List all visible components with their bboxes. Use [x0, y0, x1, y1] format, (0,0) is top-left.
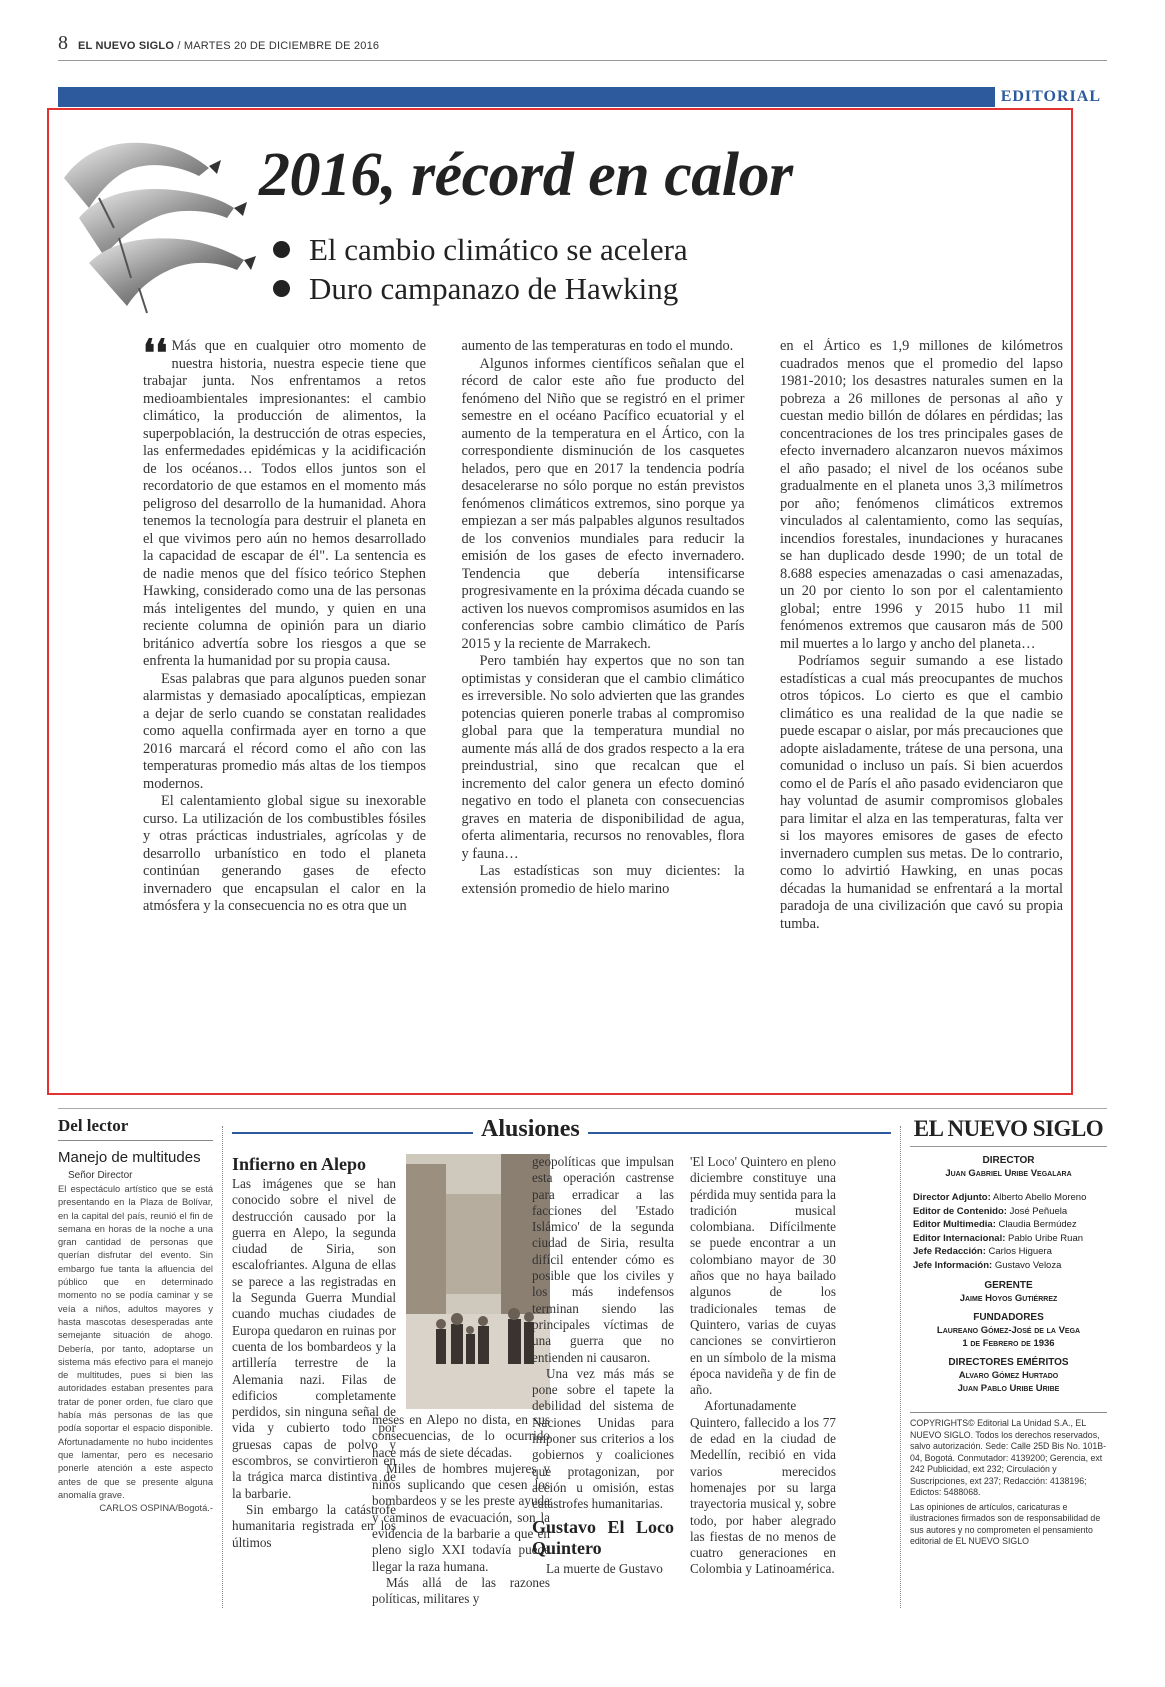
- paragraph: El calentamiento global sigue su inexorable curso. La utilización de los combustibles fósiles y otras prácticas industriales, agrícolas y de desarrollo urbanístico en todo el planeta continúan generando gases de efecto invernadero que encapsulan el calor en la atmósfera y la consecuencia no es otra que un: [143, 793, 426, 914]
- letter-salutation: Señor Director: [68, 1170, 133, 1181]
- emeritus-name: Alvaro Gómez Hurtado: [958, 1370, 1059, 1381]
- newspaper-logo: EL NUEVO SIGLO: [910, 1116, 1107, 1147]
- paragraph: Sin embargo la catástrofe humanitaria registrada en los últimos: [232, 1501, 396, 1550]
- founded-date: 1 de Febrero de 1936: [962, 1338, 1055, 1349]
- masthead: [910, 1116, 1107, 1548]
- alusiones-column-3: [532, 1154, 674, 1577]
- paper-name: EL NUEVO SIGLO: [78, 40, 175, 52]
- deck-item: [273, 269, 688, 308]
- deck-text: Duro campanazo de Hawking: [309, 271, 679, 306]
- horse-sculpture-illustration: [59, 138, 259, 328]
- running-head: [58, 32, 379, 58]
- staff-row: Editor Multimedia: Claudia Bermúdez: [913, 1219, 1077, 1230]
- letters-section: [58, 1116, 213, 1513]
- deck-text: El cambio climático se acelera: [309, 232, 688, 267]
- date-line: / MARTES 20 DE DICIEMBRE DE 2016: [177, 40, 380, 52]
- paragraph: Las estadísticas son muy dicientes: la extensión promedio de hielo marino: [461, 863, 745, 897]
- manager-label: GERENTE: [984, 1280, 1033, 1291]
- manager-name: Jaime Hoyos Gutiérrez: [959, 1293, 1058, 1304]
- letter-body: El espectáculo artístico que se está presentando en la Plaza de Bolívar, en la capital del país, reunió el fin de semana en horas de la noche a una gran cantidad de personas que querían disfrutar del evento. Sin embargo fue tanta la afluencia del público que en determinado momento no se podía caminar y se veía a niños, adultos mayores y hasta mascotas desesperadas ante semejante situación de ahogo. Debería, por tanto, adoptarse un sistema más efectivo para el manejo de multitudes, pues si bien las autoridades estaban presentes para tratar de poner orden, fue claro que había más personas de las que podía soportar el espacio disponible. Afortunadamente no hubo incidentes que lamentar, pero es necesario ponerle atención a este aspecto antes de que se presente alguna anomalía grave.: [58, 1184, 213, 1500]
- paragraph: Las imágenes que se han conocido sobre el nivel de destrucción causado por la guerra en Alepo, la segunda ciudad de Siria, son escalofriantes. Alguna de ellas se parece a las registradas en la Segunda Guerra Mundial cuando muchas ciudades de Europa quedaron en ruinas por cuenta de los bombardeos y la artillería terrestre de la Alemania nazi. Filas de edificios completamente perdidos, sin ninguna señal de vida y cubierto todo por gruesas capas de polvo y escombros, se convirtieron en la trágica marca distintiva de la barbarie.: [232, 1176, 396, 1501]
- paragraph: Podríamos seguir sumando a ese listado estadísticas a cual más preocupantes de muchos otros tópicos. Lo cierto es que el cambio climático es una realidad de la que nadie se puede escapar o aislar, por más precauciones que adopte aisladamente, trátese de una persona, una comunidad o incluso un país. Si bien acuerdos como el de París el año pasado evidenciaron que hay voluntad de asumir compromisos globales para limitar el alza en las temperaturas, falta ver si los mayores emisores de gases de efecto invernadero cumplen sus metas. De lo contrario, como lo advirtió Hawking, en unas pocas décadas la humanidad se enfrentará a la mortal paradoja de una civilización que cavó su propia tumba.: [780, 653, 1063, 932]
- disclaimer-text: Las opiniones de artículos, caricaturas e ilustraciones firmados son de responsabilidad de sus autores y no comprometen el pensamiento editorial de EL NUEVO SIGLO: [910, 1501, 1101, 1546]
- paragraph: 'El Loco' Quintero en pleno diciembre constituye una pérdida muy sentida para la tradición musical colombiana. Difícilmente se puede encontrar a un colombiano mayor de 30 años que no haya bailado algunos de los tradicionales temas de Quintero, varias de cuyas canciones se convirtieron en un símbolo de la misma época navideña y de fin de año.: [690, 1154, 836, 1398]
- aleppo-photo: [406, 1154, 550, 1409]
- column-divider: [900, 1126, 901, 1608]
- page-number: 8: [58, 32, 68, 54]
- paper-date-line: [78, 40, 379, 52]
- editorial-article: [47, 108, 1073, 1095]
- section-label: EDITORIAL: [995, 87, 1107, 107]
- bottom-rule: [58, 1108, 1107, 1109]
- editorial-column-2: [462, 338, 745, 1086]
- top-rule: [58, 60, 1107, 61]
- staff-row: Jefe Información: Gustavo Veloza: [913, 1259, 1062, 1271]
- deck-item: [273, 230, 688, 269]
- paragraph: Afortunadamente Quintero, fallecido a los 77 de edad en la ciudad de Medellín, recibió en vida varios merecidos homenajes por su larga trayectoria musical y, sobre todo, por haber alegrado las fiestas de no menos de cuatro generaciones en Colombia y Latinoamérica.: [690, 1398, 836, 1577]
- quote-mark-icon: ❛❛: [143, 338, 168, 375]
- editorial-column-1: [143, 338, 426, 1086]
- emeritus-label: DIRECTORES EMÉRITOS: [948, 1357, 1069, 1368]
- editorial-headline: 2016, récord en calor: [259, 141, 793, 209]
- paragraph: La muerte de Gustavo: [546, 1560, 663, 1576]
- emeritus-name: Juan Pablo Uribe Uribe: [957, 1383, 1060, 1394]
- staff-row: Jefe Redacción: Carlos Higuera: [913, 1246, 1052, 1257]
- letter-signature: CARLOS OSPINA/Bogotá.-: [99, 1503, 213, 1514]
- editorial-column-3: [780, 338, 1063, 1086]
- founders-label: FUNDADORES: [973, 1312, 1044, 1323]
- copyright-box: [910, 1412, 1107, 1548]
- paragraph: Miles de hombres mujeres y niños suplicando que cesen los bombardeos y se les preste ayuda y caminos de evacuación, son la evidencia de la barbarie a que en pleno siglo XXI todavía puede llegar la raza humana.: [372, 1460, 550, 1574]
- staff-row: Editor de Contenido: José Peñuela: [913, 1205, 1068, 1217]
- alusiones-heading: Alusiones: [473, 1116, 588, 1143]
- letter-title: Manejo de multitudes: [58, 1149, 201, 1166]
- alusiones-column-2: [372, 1412, 550, 1608]
- letters-heading: Del lector: [58, 1116, 213, 1141]
- founders-names: Laureano Gómez-José de la Vega: [936, 1325, 1081, 1336]
- bullet-icon: [273, 280, 290, 297]
- paragraph: meses en Alepo no dista, en sus consecuencias, de lo ocurrido hace más de siete décadas.: [372, 1412, 550, 1460]
- paragraph: Pero también hay expertos que no son tan optimistas y consideran que el cambio climático es irreversible. No solo advierten que las grandes potencias quieren ponerle trabas al compromiso global para que la temperatura mundial no aumente más allá de dos grados respecto a la era preindustrial, sino que recalcan que el incremento del calor genera un efecto dominó negativo en todo el planeta con consecuencias graves en materia de disponibilidad de agua, oferta alimentaria, recursos no renovables, flora y fauna…: [461, 653, 745, 862]
- alusiones-column-4: [690, 1154, 836, 1578]
- item-title: Gustavo El Loco Quintero: [532, 1516, 674, 1558]
- copyright-text: COPYRIGHTS© Editorial La Unidad S.A., EL NUEVO SIGLO. Todos los derechos reservados, salvo autorización. Sede: Calle 25D Bis No. 101B-04, Bogotá. Conmutador: 4139200; Gerencia, ext 242 Publicidad, ext 232; Circulación y Suscripciones, ext 237; Redacción: 4138196; Edictos: 5488068.: [910, 1418, 1107, 1497]
- editorial-body: [143, 338, 1063, 1086]
- paragraph: Algunos informes científicos señalan que el récord de calor este año fue producto del fenómeno del Niño que se registró en el primer semestre en el océano Pacífico ecuatorial y el aumento de la temperatura en el Ártico, con la correspondiente disminución de los casquetes helados, pero que en 2017 la tendencia podría desacelerarse no sólo porque no están previstos fenómenos climáticos extremos, sino porque ya empiezan a ser más palpables algunos resultados de los convenios mundiales para reducir la emisión de los gases de efecto invernadero. Tendencia que debería intensificarse progresivamente en la próxima década cuando se activen los nuevos compromisos asumidos en las conferencias sobre cambio climático de París 2015 y la reciente de Marrakech.: [461, 355, 745, 652]
- staff-row: Director Adjunto: Alberto Abello Moreno: [913, 1192, 1087, 1203]
- editorial-deck: [273, 230, 688, 308]
- staff-row: Editor Internacional: Pablo Uribe Ruan: [913, 1232, 1084, 1244]
- paragraph: Esas palabras que para algunos pueden sonar alarmistas y demasiado apocalípticas, empiezan a dejar de serlo cuando se constatan realidades como aquella confirmada ayer en torno a que 2016 marcará el récord como el año con las temperaturas promedio más altas de los tiempos modernos.: [143, 670, 426, 792]
- paragraph: geopolíticas que impulsan esta operación castrense para erradicar a las facciones del 'Estado Islámico' de la segunda ciudad de Siria, resulta difícil entender cómo es posible que los civiles y los más indefensos terminan siendo las principales víctimas de una guerra que no entienden ni causaron.: [532, 1154, 674, 1365]
- alusiones-section: [232, 1116, 891, 1616]
- paragraph: ❛❛ Más que en cualquier otro momento de nuestra historia, nuestra especie tiene que trabajar junta. Nos enfrentamos a retos medioambientales impresionantes: el cambio climático, la producción de alimentos, la superpoblación, la destrucción de otras especies, las enfermedades epidémicas y la acidificación de los océanos… Todos ellos juntos son el recordatorio de que estamos en el momento más peligroso del desarrollo de la humanidad. Ahora tenemos la tecnología para destruir el planeta en el que vivimos pero aún no hemos desarrollado la capacidad de escapar de él". La sentencia es de nadie menos que del físico teórico Stephen Hawking, considerado como una de las personas más inteligentes del mundo, y quien en una reciente columna de opinión para un diario británico advertía sobre los riesgos a que se enfrenta la humanidad por su propia causa.: [143, 338, 426, 669]
- paragraph: Más allá de las razones políticas, militares y: [372, 1574, 550, 1607]
- director-label: DIRECTOR: [982, 1155, 1035, 1166]
- section-band: [58, 87, 1107, 107]
- paragraph: Una vez más más se pone sobre el tapete la debilidad del sistema de Naciones Unidas para imponer sus criterios a los gobiernos y coaliciones que protagonizan, por acción u omisión, estas catástrofes humanitarias.: [532, 1365, 674, 1512]
- bullet-icon: [273, 241, 290, 258]
- column-divider: [222, 1126, 223, 1608]
- director-name: Juan Gabriel Uribe Vegalara: [945, 1168, 1072, 1179]
- paragraph: en el Ártico es 1,9 millones de kilómetros cuadrados menos que el promedio del lapso 1981-2010; los desastres naturales sumen en la pobreza a 26 millones de personas al año y cuestan medio billón de dólares en pérdidas; las concentraciones de los tres principales gases de efecto invernadero alcanzaron nuevos máximos el año pasado; el nivel de los océanos sube gradualmente en el planeta unos 3,3 milímetros por año; fenómenos climáticos extremos vinculados al calentamiento, como las sequías, incendios forestales, inundaciones y huracanes se han duplicado desde 1990; de un total de 8.688 especies amenazadas o casi amenazadas, un 20 por ciento lo son por el calentamiento global; entre 1996 y 2015 hubo 11 mil fenómenos extremos que causaron más de 500 mil muertes a lo largo y ancho del planeta…: [780, 338, 1063, 652]
- staff-list: [910, 1191, 1107, 1272]
- item-title: Infierno en Alepo: [232, 1154, 367, 1174]
- paragraph: aumento de las temperaturas en todo el mundo.: [461, 338, 734, 354]
